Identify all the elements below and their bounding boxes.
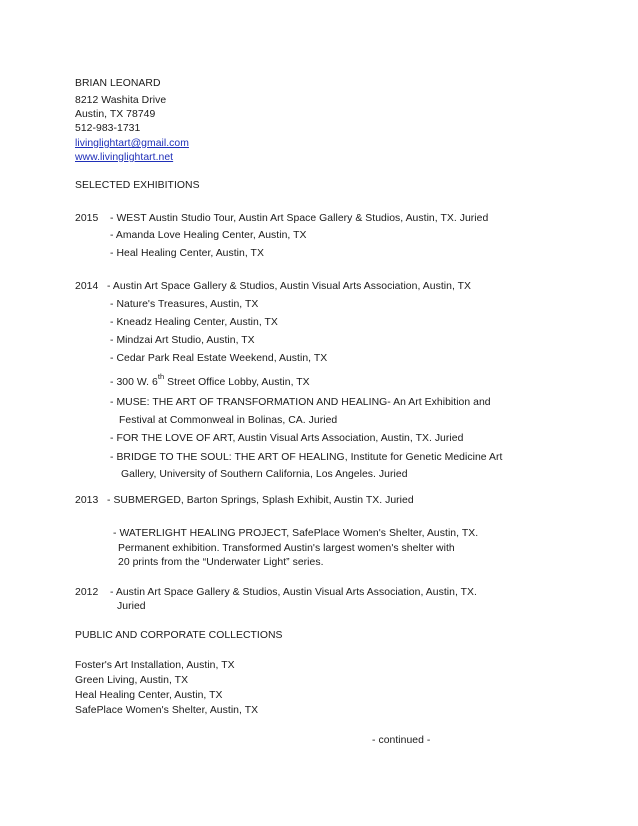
exhibition-item-bridge: - BRIDGE TO THE SOUL: THE ART OF HEALING, Institute for Genetic Medicine Art: [110, 452, 503, 463]
exhibition-item-waterlight: - WATERLIGHT HEALING PROJECT, SafePlace Women's Shelter, Austin, TX.: [113, 528, 479, 539]
exhibition-item: - Heal Healing Center, Austin, TX: [110, 248, 264, 259]
collection-item: Heal Healing Center, Austin, TX: [75, 690, 223, 701]
exhibition-item-love-art: - FOR THE LOVE OF ART, Austin Visual Arts Association, Austin, TX. Juried: [110, 433, 464, 444]
continued-note: - continued -: [372, 735, 431, 746]
exhibition-item-waterlight-cont: Permanent exhibition. Transformed Austin's largest women's shelter with: [118, 543, 455, 554]
exhibitions-heading: SELECTED EXHIBITIONS: [75, 180, 200, 191]
exhibition-item: - Kneadz Healing Center, Austin, TX: [110, 317, 278, 328]
exhibition-item-waterlight-cont: 20 prints from the “Underwater Light” series.: [118, 557, 324, 568]
exhibition-item: - Amanda Love Healing Center, Austin, TX: [110, 230, 307, 241]
street-prefix: - 300 W. 6: [110, 377, 158, 388]
year-2012: 2012: [75, 587, 99, 598]
exhibition-item: - Mindzai Art Studio, Austin, TX: [110, 335, 255, 346]
year-2015: 2015: [75, 213, 99, 224]
exhibition-item: - Cedar Park Real Estate Weekend, Austin, TX: [110, 353, 328, 364]
exhibition-item-muse-cont: Festival at Commonweal in Bolinas, CA. Juried: [119, 415, 338, 426]
email-link[interactable]: livinglightart@gmail.com: [75, 138, 189, 149]
contact-name: BRIAN LEONARD: [75, 78, 161, 89]
exhibition-item-bridge-cont: Gallery, University of Southern California, Los Angeles. Juried: [121, 469, 408, 480]
street-suffix: Street Office Lobby, Austin, TX: [164, 377, 310, 388]
exhibition-item: - Austin Art Space Gallery & Studios, Austin Visual Arts Association, Austin, TX: [107, 281, 472, 292]
exhibition-item-cont: Juried: [117, 601, 146, 612]
collection-item: Foster's Art Installation, Austin, TX: [75, 660, 235, 671]
collection-item: Green Living, Austin, TX: [75, 675, 189, 686]
website-link[interactable]: www.livinglightart.net: [75, 152, 174, 163]
collections-heading: PUBLIC AND CORPORATE COLLECTIONS: [75, 630, 283, 641]
exhibition-item: - SUBMERGED, Barton Springs, Splash Exhibit, Austin TX. Juried: [107, 495, 414, 506]
exhibition-item-street: [110, 372, 310, 390]
year-2013: 2013: [75, 495, 99, 506]
exhibition-item: - Austin Art Space Gallery & Studios, Austin Visual Arts Association, Austin, TX.: [110, 587, 477, 598]
exhibition-item-muse: - MUSE: THE ART OF TRANSFORMATION AND HEALING- An Art Exhibition and: [110, 397, 491, 408]
address-line-1: 8212 Washita Drive: [75, 95, 167, 106]
address-line-2: Austin, TX 78749: [75, 109, 156, 120]
collection-item: SafePlace Women's Shelter, Austin, TX: [75, 705, 259, 716]
phone-number: 512-983-1731: [75, 123, 141, 134]
exhibition-item: - WEST Austin Studio Tour, Austin Art Space Gallery & Studios, Austin, TX. Juried: [110, 213, 489, 224]
street-superscript: th: [157, 372, 165, 381]
year-2014: 2014: [75, 281, 99, 292]
exhibition-item: - Nature's Treasures, Austin, TX: [110, 299, 259, 310]
